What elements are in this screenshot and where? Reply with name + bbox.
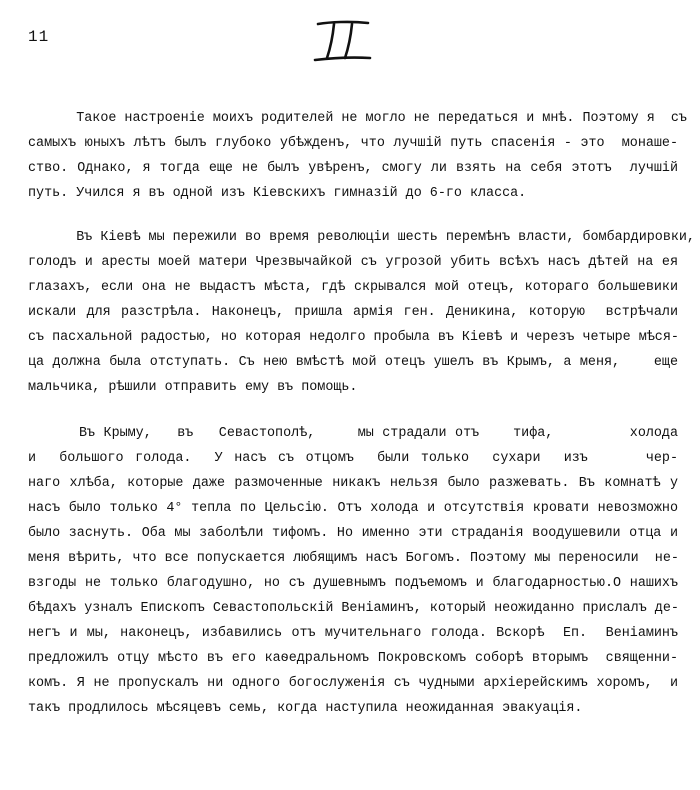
text-line: такъ продлилось мѣсяцевъ семь, когда наступила неожиданная эвакуація.	[28, 701, 583, 716]
text-line: негъ и мы, наконецъ, избавились отъ мучительнаго голода. Вскорѣ Еп. Веніаминъ	[28, 626, 678, 641]
text-line: меня вѣрить, что все попускается любящимъ насъ Богомъ. Поэтому мы переносили не-	[28, 551, 679, 566]
text-line: наго хлѣба, которые даже размоченные никакъ нельзя было разжевать. Въ комнатѣ у	[28, 476, 678, 491]
text-line: предложилъ отцу мѣсто въ его каѳедральномъ Покровскомъ соборѣ вторымъ священни-	[28, 651, 678, 666]
text-line: Такое настроеніе моихъ родителей не могло не передаться и мнѣ. Поэтому я съ	[28, 111, 687, 126]
text-line: Въ Кіевѣ мы пережили во время революціи шесть перемѣнъ власти, бомбардировки,	[28, 230, 695, 245]
text-line: искали для разстрѣла. Наконецъ, пришла армія ген. Деникина, которую встрѣчали	[28, 305, 678, 320]
text-line: ство. Однако, я тогда еще не былъ увѣренъ, смогу ли взять на себя этотъ лучшій	[28, 161, 678, 176]
text-line: самыхъ юныхъ лѣтъ былъ глубоко убѣжденъ, что лучшій путь спасенія - это монаше-	[28, 136, 678, 151]
text-line: было заснуть. Оба мы заболѣли тифомъ. Но именно эти страданія воодушевили отца и	[28, 526, 678, 541]
text-line: насъ было только 4° тепла по Цельсію. Отъ холода и отсутствія кровати невозможно	[28, 501, 678, 516]
text-line: комъ. Я не пропускалъ ни одного богослуженія съ чудными архіерейскимъ хоромъ, и	[28, 676, 678, 691]
text-line: съ пасхальной радостью, но которая недолго пробыла въ Кіевѣ и черезъ четыре мѣся-	[28, 330, 679, 345]
text-line: голодъ и аресты моей матери Чрезвычайкой съ угрозой убить всѣхъ насъ дѣтей на ея	[28, 255, 678, 270]
text-line: глазахъ, если она не выдастъ мѣста, гдѣ скрывался мой отецъ, котораго большевики	[28, 280, 678, 295]
text-line: бѣдахъ узналъ Епископъ Севастопольскій Веніаминъ, который неожиданно прислалъ де-	[28, 601, 679, 616]
text-line: и большого голода. У насъ съ отцомъ были только сухари изъ чер-	[28, 451, 678, 466]
text-line: Въ Крыму, въ Севастополѣ, мы страдали отъ тифа, холода	[28, 426, 678, 441]
text-line: ца должна была отступать. Съ нею вмѣстѣ мой отецъ ушелъ въ Крымъ, а меня, еще	[28, 355, 678, 370]
paragraph-2	[28, 225, 695, 400]
paragraph-3	[28, 421, 678, 721]
chapter-heading	[312, 14, 372, 64]
text-line: мальчика, рѣшили отправить ему въ помощь.	[28, 380, 358, 395]
text-line: путь. Учился я въ одной изъ Кіевскихъ гимназій до 6-го класса.	[28, 186, 527, 201]
paragraph-1	[28, 106, 687, 206]
page-number: 11	[28, 28, 50, 46]
chapter-numeral-handwritten	[312, 14, 372, 64]
text-line: взгоды не только благодушно, но съ душевнымъ подъемомъ и благодарностью.О нашихъ	[28, 576, 678, 591]
